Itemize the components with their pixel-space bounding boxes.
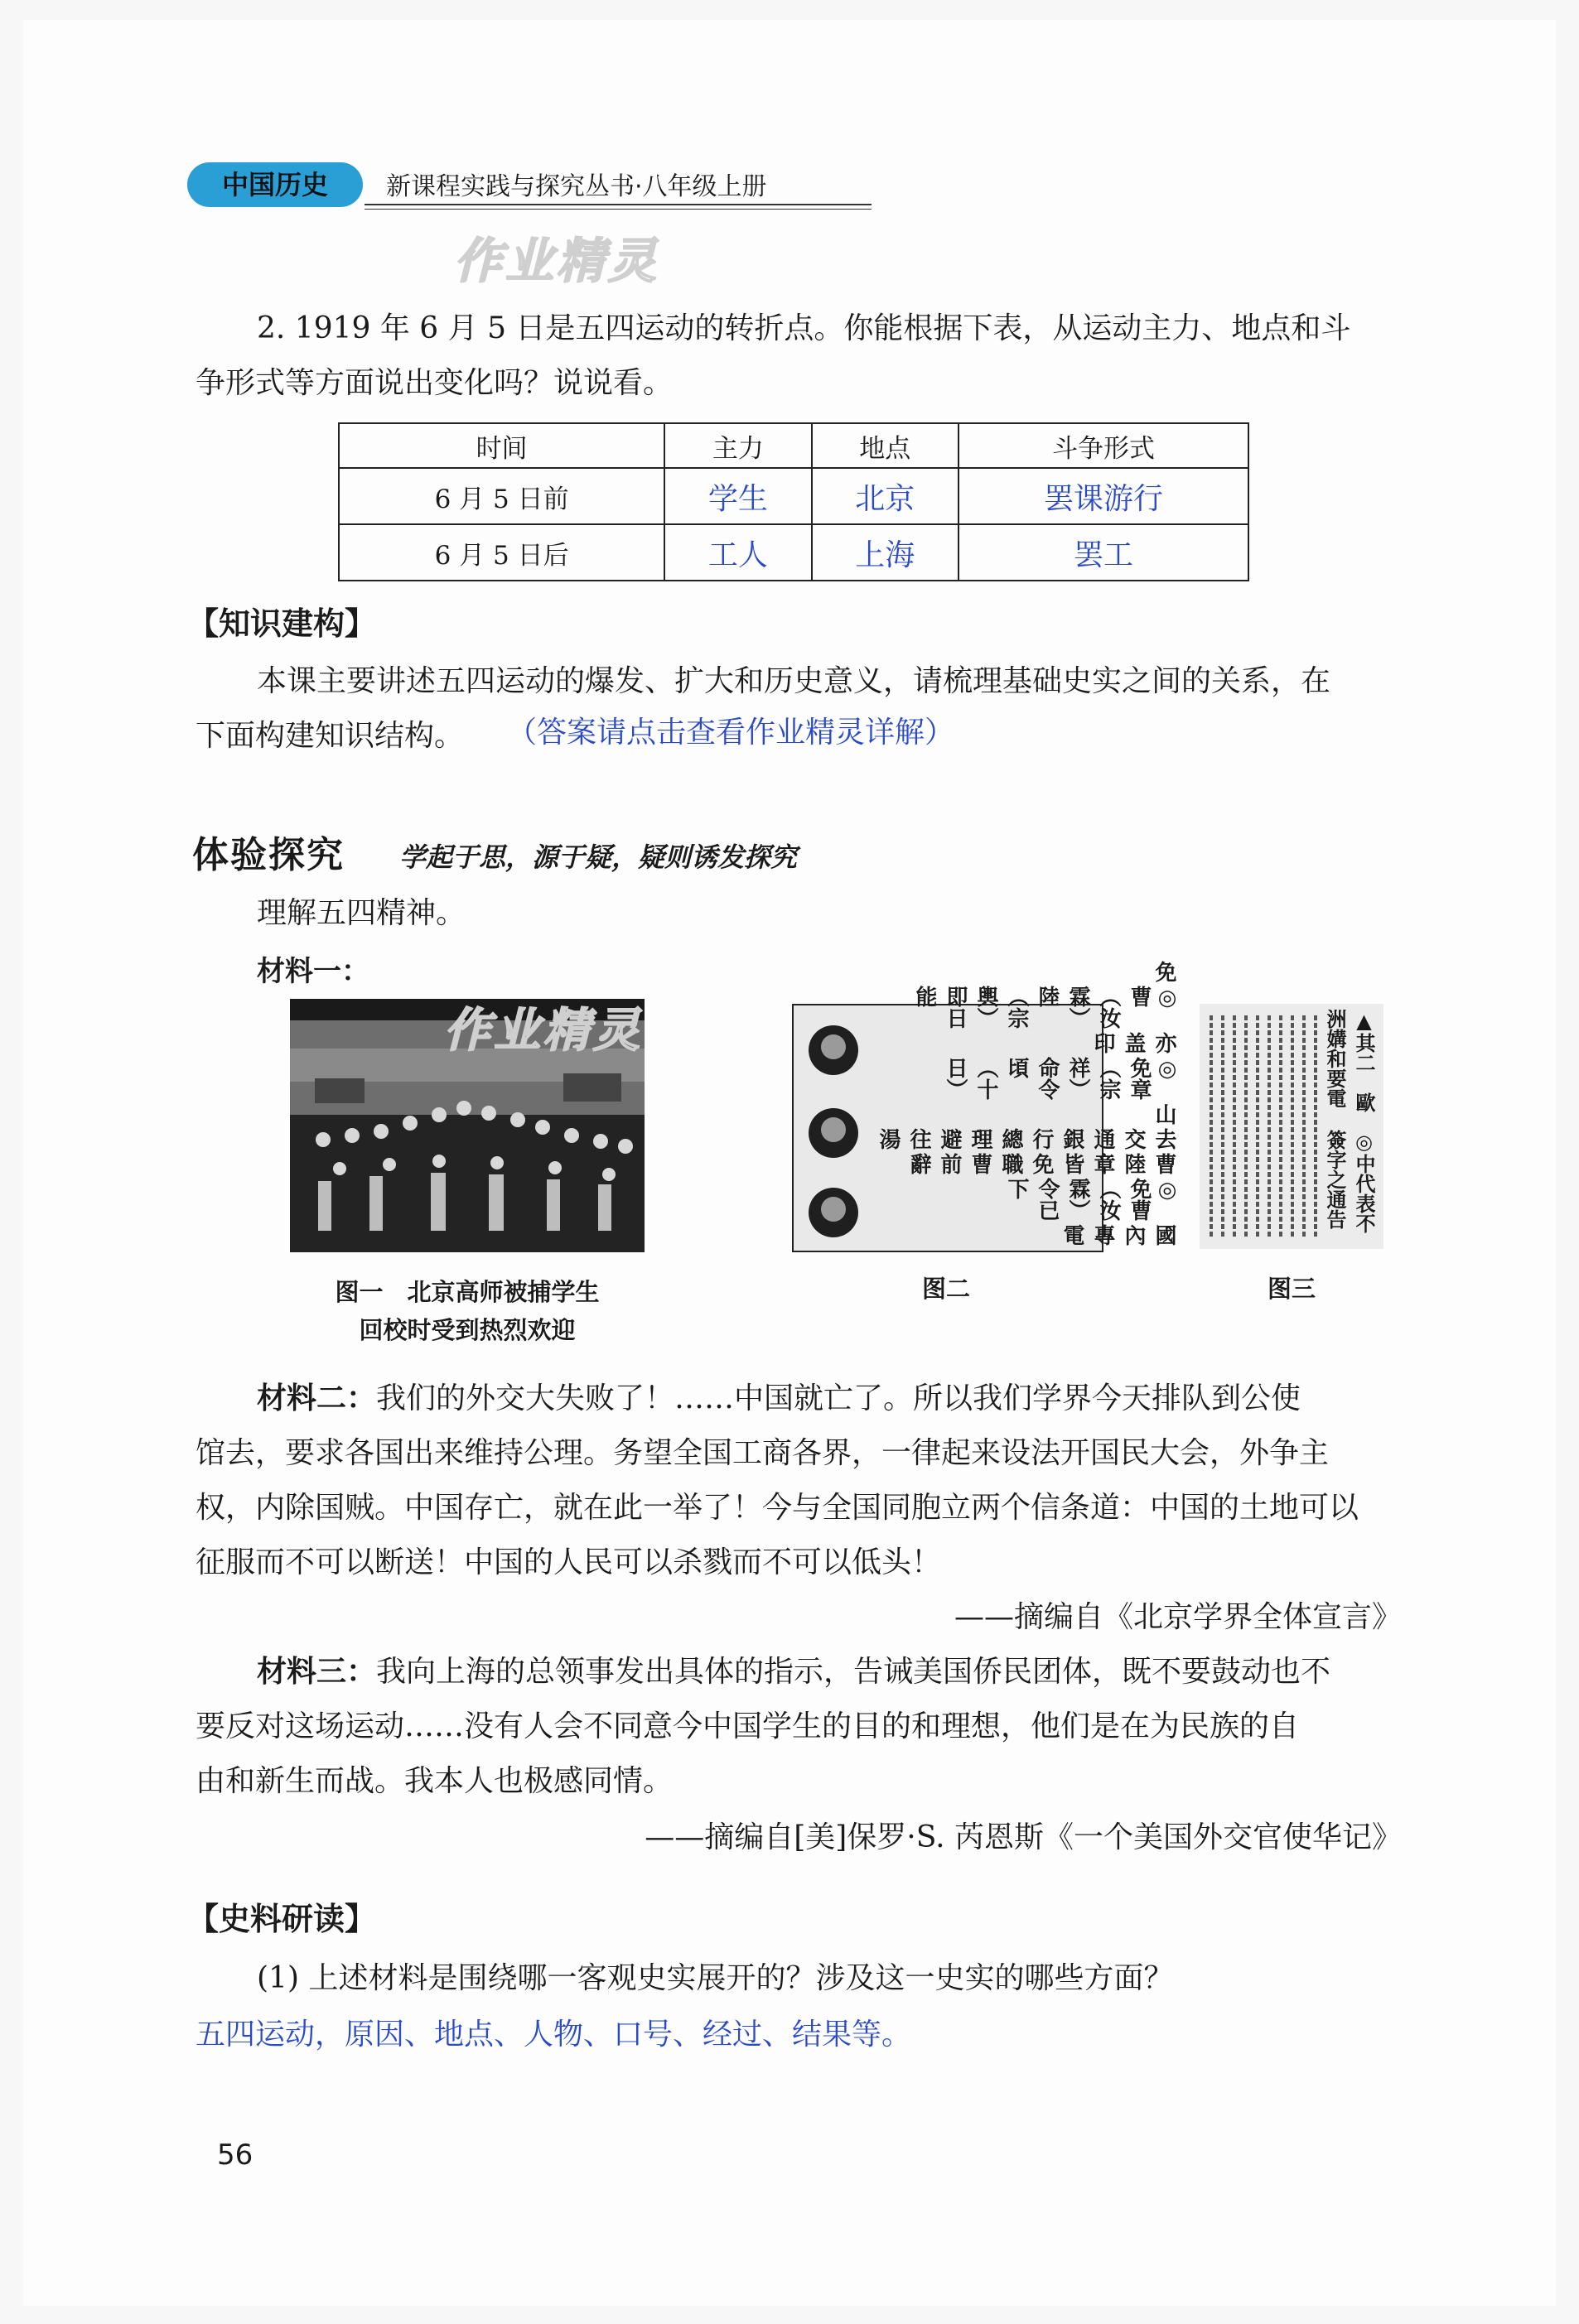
material-2-line-1	[257, 1372, 1301, 1426]
material-3-label: 材料三：	[257, 1655, 377, 1689]
material-2-line-3: 权，内除国贼。中国存亡，就在此一举了！今与全国同胞立两个信条道：中国的土地可以	[196, 1491, 1359, 1525]
table-header: 时间	[339, 423, 664, 468]
page-number: 56	[217, 2138, 254, 2172]
material-2-text: 我们的外交大失败了！……中国就亡了。所以我们学界今天排队到公使	[376, 1381, 1301, 1415]
answer-cell: 北京	[812, 468, 959, 524]
news-column: 亦盖印	[1090, 1032, 1176, 1054]
material-2-line-4: 征服而不可以断送！中国的人民可以杀戮而不可以低头！	[196, 1545, 942, 1579]
news-column: 免	[1152, 961, 1176, 982]
news-column: ◎免曹（汝霖）令已下	[1004, 1178, 1180, 1221]
news-column: ◎中代表不簽字之通告	[1323, 1130, 1376, 1233]
question-2-line-2: 争形式等方面说出变化吗？说说看。	[196, 366, 674, 400]
figure-3-newspaper	[1200, 1004, 1383, 1249]
table-row	[339, 468, 1248, 524]
answer-cell: 学生	[664, 468, 811, 524]
answer-cell: 罢工	[959, 524, 1248, 581]
knowledge-line-2: 下面构建知识结构。	[196, 719, 465, 753]
watermark: 作业精灵	[444, 1004, 643, 1058]
material-1-label: 材料一：	[257, 955, 369, 988]
figure-3-caption: 图三	[1267, 1275, 1316, 1303]
news-column: ◎免章（宗祥）命令頃（十日）	[943, 1057, 1180, 1100]
header-rule	[365, 204, 872, 205]
table-header: 主力	[664, 423, 811, 468]
table-header-row	[339, 423, 1248, 468]
material-2-line-2: 馆去，要求各国出来维持公理。务望全国工商各界，一律起来设法开国民大会，外争主	[196, 1436, 1330, 1470]
study-question: (1) 上述材料是围绕哪一客观史实展开的？涉及这一史实的哪些方面？	[257, 1961, 1174, 1995]
knowledge-heading: 【知识建构】	[187, 605, 377, 642]
news-column: 山	[1152, 1103, 1176, 1125]
figure-1-caption-line-1: 图一 北京高师被捕学生	[335, 1278, 600, 1306]
news-column: 去交通銀行總理避往湯	[876, 1128, 1176, 1150]
answer-link[interactable]: （答案请点击查看作业精灵详解）	[507, 716, 955, 750]
study-answer: 五四运动，原因、地点、人物、口号、经过、结果等。	[196, 2018, 912, 2052]
table-header: 地点	[812, 423, 959, 468]
news-column: ◎曹（汝霖）陸（宗輿）即日能	[912, 986, 1180, 1029]
question-2-line-1: 2. 1919 年 6 月 5 日是五四运动的转折点。你能根据下表，从运动主力、地点和斗	[257, 311, 1351, 345]
table-cell: 6 月 5 日后	[339, 524, 664, 581]
explore-task: 理解五四精神。	[257, 896, 466, 930]
table-row	[339, 524, 1248, 581]
figure-2-newspaper	[792, 961, 1180, 1252]
book-title: 新课程实践与探究丛书·八年级上册	[386, 172, 767, 201]
material-3-text: 我向上海的总领事发出具体的指示，告诫美国侨民团体，既不要鼓动也不	[376, 1655, 1331, 1689]
fine-print-columns	[1205, 1004, 1329, 1249]
explore-heading: 体验探究	[192, 834, 345, 876]
table-header: 斗争形式	[959, 423, 1248, 468]
portrait-photos	[794, 1005, 868, 1251]
newspaper-headlines	[1321, 1009, 1379, 1246]
explore-subtitle: 学起于思，源于疑，疑则诱发探究	[399, 841, 798, 873]
answer-cell: 工人	[664, 524, 811, 581]
table-cell: 6 月 5 日前	[339, 468, 664, 524]
header-rule	[365, 209, 872, 210]
comparison-table	[338, 422, 1249, 581]
news-column: 國內專電	[1060, 1224, 1176, 1246]
watermark: 作业精灵	[454, 233, 660, 289]
material-3-line-3: 由和新生而战。我本人也极感同情。	[196, 1764, 674, 1798]
newspaper-columns	[873, 961, 1180, 1246]
study-heading: 【史料研读】	[187, 1901, 377, 1937]
material-3-line-1	[257, 1645, 1330, 1700]
subject-badge: 中国历史	[187, 162, 363, 207]
figure-2-caption: 图二	[921, 1275, 970, 1303]
material-2-source: ——摘编自《北京学界全体宣言》	[954, 1600, 1402, 1634]
figure-1-caption-line-2: 回校时受到热烈欢迎	[359, 1316, 576, 1344]
answer-cell: 罢课游行	[959, 468, 1248, 524]
news-column: ▲其二 歐洲媾和要電	[1323, 1009, 1376, 1112]
material-3-source: ——摘编自[美]保罗·S. 芮恩斯《一个美国外交官使华记》	[645, 1820, 1402, 1854]
knowledge-line-1: 本课主要讲述五四运动的爆发、扩大和历史意义，请梳理基础史实之间的关系，在	[257, 664, 1331, 698]
answer-cell: 上海	[812, 524, 959, 581]
material-3-line-2: 要反对这场运动……没有人会不同意今中国学生的目的和理想，他们是在为民族的自	[196, 1709, 1300, 1743]
material-2-label: 材料二：	[257, 1381, 377, 1415]
news-column: 曹陸章皆免職曹前辭	[906, 1153, 1176, 1174]
